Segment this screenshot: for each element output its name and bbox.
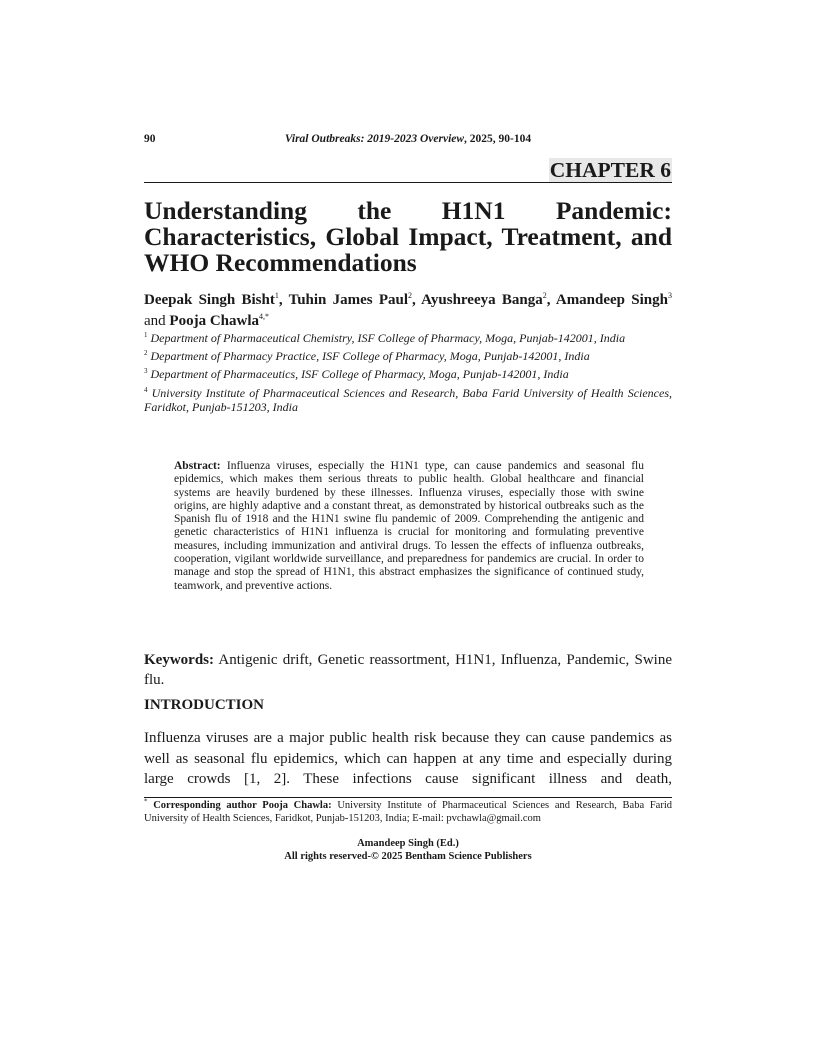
citation: , 2025, 90-104: [464, 133, 532, 145]
affiliation-text: University Institute of Pharmaceutical Sciences and Research, Baba Farid University of Health Sciences, Faridkot, Punjab-151203, India: [144, 385, 673, 414]
page-number: 90: [144, 133, 156, 145]
author-affiliation-marker: 1: [274, 291, 279, 300]
author-separator: ,: [412, 292, 422, 308]
section-heading: INTRODUCTION: [144, 697, 265, 713]
abstract-label: Abstract:: [174, 460, 221, 472]
footnote-text: University Institute of Pharmaceutical Sciences and Research, Baba Farid University of Health Sciences, Faridkot, Punjab-151203, India; E-mail: pvchawla@gmail.com: [144, 800, 672, 824]
author-separator: and: [144, 313, 170, 329]
author-separator: ,: [278, 292, 289, 308]
rights-line: All rights reserved-© 2025 Bentham Science Publishers: [284, 851, 532, 862]
intro-paragraph: Influenza viruses are a major public health risk because they can cause pandemics as well as seasonal flu epidemics, which can happen at any time and especially during large crowds [1, 2]. These infections cause significant illness and death,: [144, 730, 672, 788]
affiliation-marker: 3: [144, 367, 148, 376]
running-title: [144, 133, 672, 145]
author-affiliation-marker: 2: [542, 291, 547, 300]
footnote-marker: *: [144, 797, 148, 806]
keywords-text: Antigenic drift, Genetic reassortment, H1N1, Influenza, Pandemic, Swine flu.: [144, 652, 672, 688]
keywords: [144, 650, 672, 690]
footnote: [144, 799, 672, 825]
abstract-text: Influenza viruses, especially the H1N1 type, can cause pandemics and seasonal flu epidemics, which makes them serious threats to public health. Global healthcare and financial systems are heavily burdened by these illnesses. Influenza viruses, especially those with swine origins, are highly adaptive and a constant threat, as demonstrated by historical outbreaks such as the Spanish flu of 1918 and the H1N1 swine flu pandemic of 2009. Comprehending the antigenic and genetic characteristics of H1N1 influenza is crucial for monitoring and formulating preventive measures, including immunization and antiviral drugs. To lessen the effects of influenza outbreaks, cooperation, vigilant worldwide surveillance, and preparedness for pandemics are crucial. In order to manage and stop the spread of H1N1, this abstract emphasizes the significance of continued study, teamwork, and preventive actions.: [174, 460, 645, 592]
affiliation-text: Department of Pharmacy Practice, ISF College of Pharmacy, Moga, Punjab-142001, India: [150, 349, 590, 364]
affiliation: [144, 331, 672, 345]
affiliation-text: Department of Pharmaceutical Chemistry, ISF College of Pharmacy, Moga, Punjab-142001, India: [150, 331, 626, 345]
affiliation: [144, 349, 672, 363]
paper-title: Understanding the H1N1 Pandemic: Characteristics, Global Impact, Treatment, and WHO Recommendations: [144, 196, 672, 277]
author-name: Ayushreeya Banga: [421, 292, 543, 308]
footnote-rule: [144, 797, 672, 798]
affiliation: [144, 386, 672, 414]
abstract: [174, 460, 644, 593]
author-name: Deepak Singh Bisht: [144, 292, 275, 308]
author-list: [144, 290, 672, 332]
affiliation: [144, 367, 672, 381]
affiliation-marker: 1: [144, 331, 148, 339]
author-affiliation-marker: 3: [667, 291, 672, 300]
author-affiliation-marker: 4,*: [259, 312, 270, 321]
editor-line: Amandeep Singh (Ed.): [357, 838, 459, 849]
author-name: Tuhin James Paul: [288, 292, 409, 308]
author-separator: ,: [546, 292, 556, 308]
affiliation-text: Department of Pharmaceutics, ISF College of Pharmacy, Moga, Punjab-142001, India: [150, 367, 569, 382]
running-head: [144, 133, 672, 149]
keywords-label: Keywords:: [144, 652, 214, 668]
imprint: [144, 837, 672, 863]
author-name: Amandeep Singh: [555, 292, 668, 308]
chapter-rule: [144, 182, 672, 183]
affiliation-marker: 2: [144, 349, 148, 358]
author-affiliation-marker: 2: [408, 291, 413, 300]
affiliation-marker: 4: [144, 385, 148, 394]
affiliation-list: [144, 331, 672, 418]
chapter-label: CHAPTER 6: [549, 158, 671, 182]
book-title: Viral Outbreaks: 2019-2023 Overview: [284, 133, 465, 145]
author-name: Pooja Chawla: [169, 313, 260, 329]
footnote-label: Corresponding author Pooja Chawla:: [153, 800, 332, 811]
